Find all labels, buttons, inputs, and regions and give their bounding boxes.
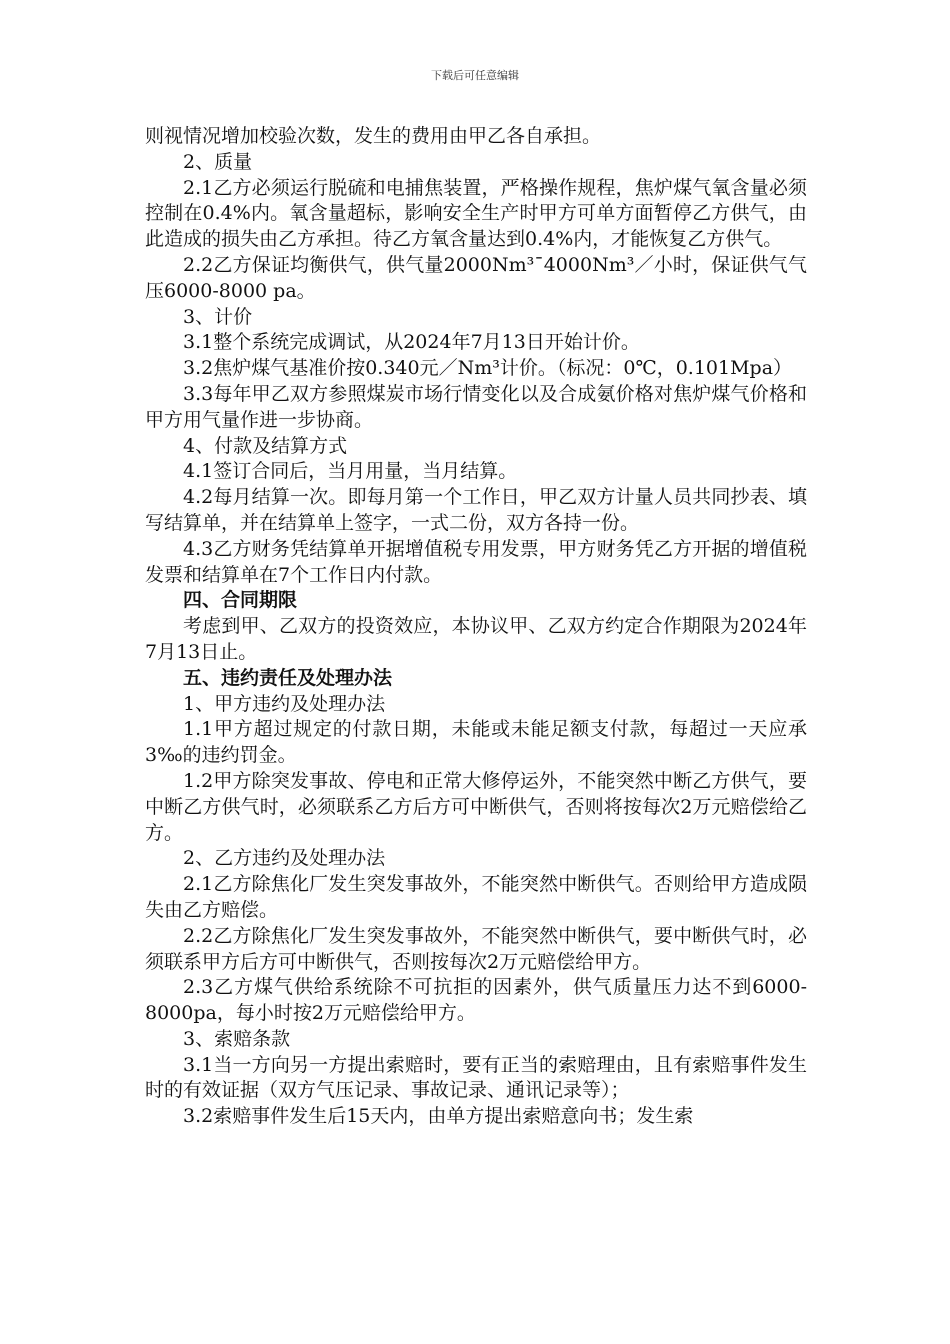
paragraph: 2.2乙方除焦化厂发生突发事故外，不能突然中断供气，要中断供气时，必须联系甲方后方可中断供气，否则按每次2万元赔偿给甲方。 [145, 924, 807, 973]
paragraph: 3.1整个系统完成调试，从2024年7月13日开始计价。 [183, 331, 640, 354]
paragraph: 4.2每月结算一次。即每月第一个工作日，甲乙双方计量人员共同抄表、填写结算单，并在结算单上签字，一式二份，双方各持一份。 [145, 486, 807, 534]
paragraph: 3、计价 [183, 305, 253, 328]
paragraph: 3.2焦炉煤气基准价按0.340元／Nm³计价。（标况：0℃，0.101Mpa） [183, 357, 793, 380]
paragraph: 2.1乙方必须运行脱硫和电捕焦装置，严格操作规程，焦炉煤气氧含量必须控制在0.4%内。氧含量超标，影响安全生产时甲方可单方面暂停乙方供气，由此造成的损失由乙方承担。待乙方氧含量达到0.4%内，才能恢复乙方供气。 [145, 176, 807, 251]
paragraph: 3、索赔条款 [183, 1027, 291, 1050]
paragraph: 2.1乙方除焦化厂发生突发事故外，不能突然中断供气。否则给甲方造成陨失由乙方赔偿。 [145, 873, 807, 921]
paragraph: 1.1甲方超过规定的付款日期，未能或未能足额支付款，每超过一天应承3‰的违约罚金。 [145, 718, 807, 767]
paragraph: 2、质量 [183, 150, 253, 173]
paragraph: 3.1当一方向另一方提出索赔时，要有正当的索赔理由，且有索赔事件发生时的有效证据（双方气压记录、事故记录、通讯记录等）； [145, 1053, 807, 1102]
paragraph: 3.3每年甲乙双方参照煤炭市场行情变化以及合成氨价格对焦炉煤气价格和甲方用气量作进一步协商。 [145, 382, 807, 431]
paragraph: 4、付款及结算方式 [183, 434, 348, 457]
paragraph: 1、甲方违约及处理办法 [183, 692, 386, 715]
section-heading: 四、合同期限 [183, 589, 298, 612]
paragraph: 1.2甲方除突发事故、停电和正常大修停运外，不能突然中断乙方供气，要中断乙方供气时，必须联系乙方后方可中断供气，否则将按每次2万元赔偿给乙方。 [145, 769, 807, 844]
paragraph: 考虑到甲、乙双方的投资效应，本协议甲、乙双方约定合作期限为2024年7月13日止。 [145, 615, 807, 663]
section-heading: 五、违约责任及处理办法 [183, 666, 393, 689]
paragraph: 2.3乙方煤气供给系统除不可抗拒的因素外，供气质量压力达不到6000-8000pa，每小时按2万元赔偿给甲方。 [145, 976, 807, 1025]
paragraph: 4.1签订合同后，当月用量，当月结算。 [183, 460, 518, 483]
paragraph: 则视情况增加校验次数，发生的费用由甲乙各自承担。 [145, 125, 602, 147]
paragraph: 3.2索赔事件发生后15天内，由单方提出索赔意向书；发生索 [183, 1105, 694, 1128]
paragraph: 4.3乙方财务凭结算单开据增值税专用发票，甲方财务凭乙方开据的增值税发票和结算单在7个工作日内付款。 [145, 537, 807, 586]
document-body [145, 124, 807, 1130]
page-header: 下载后可任意编辑 [431, 69, 519, 82]
paragraph: 2、乙方违约及处理办法 [183, 847, 386, 870]
paragraph: 2.2乙方保证均衡供气，供气量2000Nm³¯4000Nm³／小时，保证供气气压6000-8000 pa。 [145, 253, 807, 302]
